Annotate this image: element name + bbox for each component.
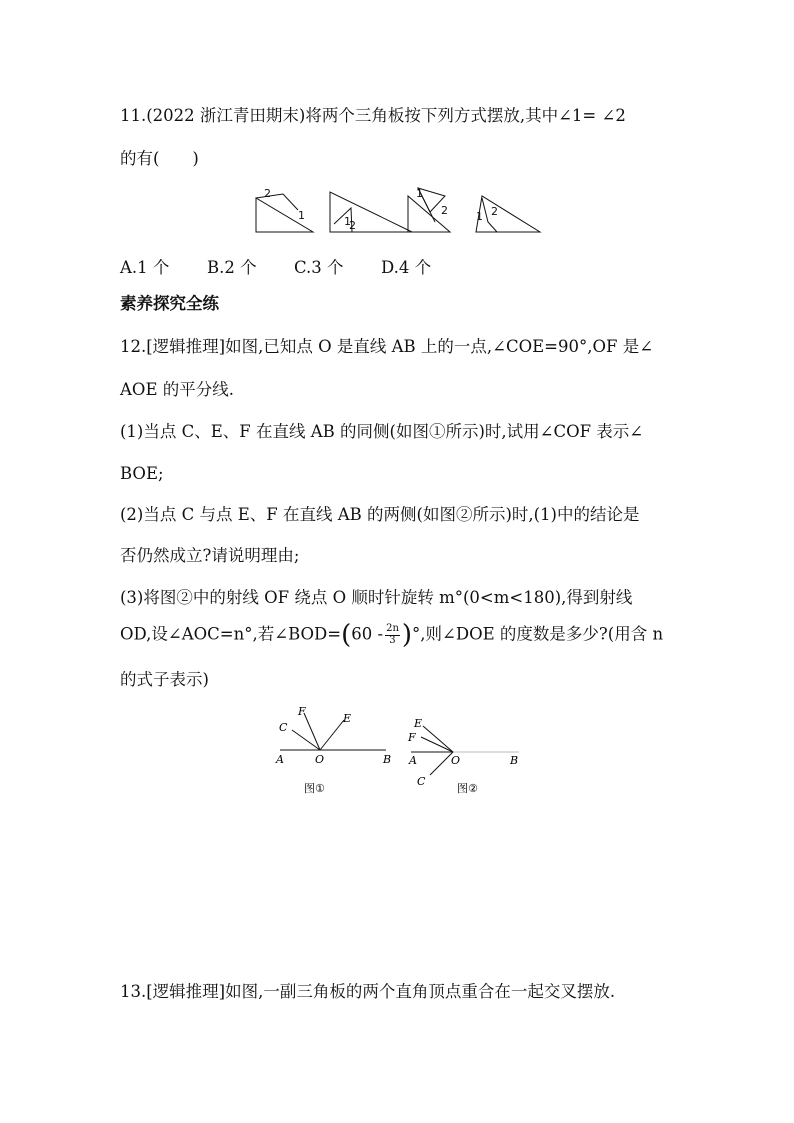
fig2-label-f: F bbox=[408, 731, 416, 744]
fig1-label-c: C bbox=[279, 721, 288, 734]
q12-part3-fraction bbox=[385, 624, 400, 646]
paren-right: ) bbox=[401, 620, 413, 650]
q12-part3-expr: 60 - bbox=[351, 624, 384, 644]
q11-fig2-label-2: 2 bbox=[349, 219, 356, 232]
paren-left: ( bbox=[341, 620, 352, 650]
q11-fig2-label-1: 1 bbox=[344, 215, 351, 228]
q11-stem-line2: 的有( ) bbox=[120, 149, 199, 168]
q13-stem-line1: 13.[逻辑推理]如图,一副三角板的两个直角顶点重合在一起交叉摆放. bbox=[120, 982, 616, 1001]
q11-option-b: B.2 个 bbox=[207, 258, 257, 277]
q11-triangle-figures bbox=[250, 184, 545, 236]
fig1-label-o: O bbox=[315, 753, 325, 766]
q12-figure-1 bbox=[270, 703, 395, 798]
q12-part3-line3: 的式子表示) bbox=[120, 670, 209, 689]
fig2-label-b: B bbox=[510, 754, 519, 767]
fraction-denominator: 3 bbox=[389, 634, 396, 646]
q12-part3-line1: (3)将图②中的射线 OF 绕点 O 顺时针旋转 m°(0<m<180),得到射线 bbox=[120, 588, 633, 607]
q12-part2-line2: 否仍然成立?请说明理由; bbox=[120, 546, 300, 565]
fig1-label-f: F bbox=[298, 705, 306, 718]
q11-option-a: A.1 个 bbox=[120, 258, 170, 277]
ray-oe bbox=[423, 726, 453, 752]
fig1-caption: 图① bbox=[304, 782, 325, 795]
q11-option-d: D.4 个 bbox=[381, 258, 432, 277]
fig1-label-a: A bbox=[276, 753, 284, 766]
q11-fig1-label-2: 2 bbox=[264, 187, 271, 200]
fraction-numerator: 2n bbox=[386, 623, 399, 634]
q11-fig3-label-1: 1 bbox=[416, 187, 423, 200]
q12-part3-text-a: OD,设∠AOC=n°,若∠BOD= bbox=[120, 624, 342, 644]
ray-of bbox=[421, 737, 453, 752]
fig1-label-b: B bbox=[383, 753, 392, 766]
fig2-label-c: C bbox=[417, 775, 426, 788]
fig2-label-o: O bbox=[451, 754, 461, 767]
q11-stem-line1: 11.(2022 浙江青田期末)将两个三角板按下列方式摆放,其中∠1= ∠2 bbox=[120, 106, 626, 125]
section-title: 素养探究全练 bbox=[120, 294, 219, 313]
q11-fig2-triangle-large bbox=[330, 192, 412, 232]
fig2-caption: 图② bbox=[457, 782, 478, 795]
ray-oe bbox=[320, 720, 344, 750]
q11-fig1-label-1: 1 bbox=[298, 209, 305, 222]
q12-part3-text-b: °,则∠DOE 的度数是多少?(用含 n bbox=[412, 624, 664, 644]
q12-stem-line2: AOE 的平分线. bbox=[120, 380, 234, 399]
fig2-label-e: E bbox=[414, 717, 423, 730]
fig1-label-e: E bbox=[343, 712, 352, 725]
q11-options bbox=[120, 254, 468, 278]
ray-oc bbox=[430, 752, 453, 775]
q12-figure-2 bbox=[403, 703, 528, 798]
q12-stem-line1: 12.[逻辑推理]如图,已知点 O 是直线 AB 上的一点,∠COE=90°,OF 是∠ bbox=[120, 337, 654, 356]
fig2-label-a: A bbox=[409, 754, 417, 767]
q11-fig3-label-2: 2 bbox=[441, 204, 448, 217]
q11-option-c: C.3 个 bbox=[294, 258, 344, 277]
q12-part3-line2 bbox=[120, 622, 663, 648]
q12-part1-line2: BOE; bbox=[120, 464, 164, 483]
q12-part2-line1: (2)当点 C 与点 E、F 在直线 AB 的两侧(如图②所示)时,(1)中的结论是 bbox=[120, 505, 640, 524]
q11-fig4-label-1: 1 bbox=[476, 210, 483, 223]
q12-part1-line1: (1)当点 C、E、F 在直线 AB 的同侧(如图①所示)时,试用∠COF 表示∠ bbox=[120, 422, 644, 441]
q11-fig4-label-2: 2 bbox=[491, 205, 498, 218]
